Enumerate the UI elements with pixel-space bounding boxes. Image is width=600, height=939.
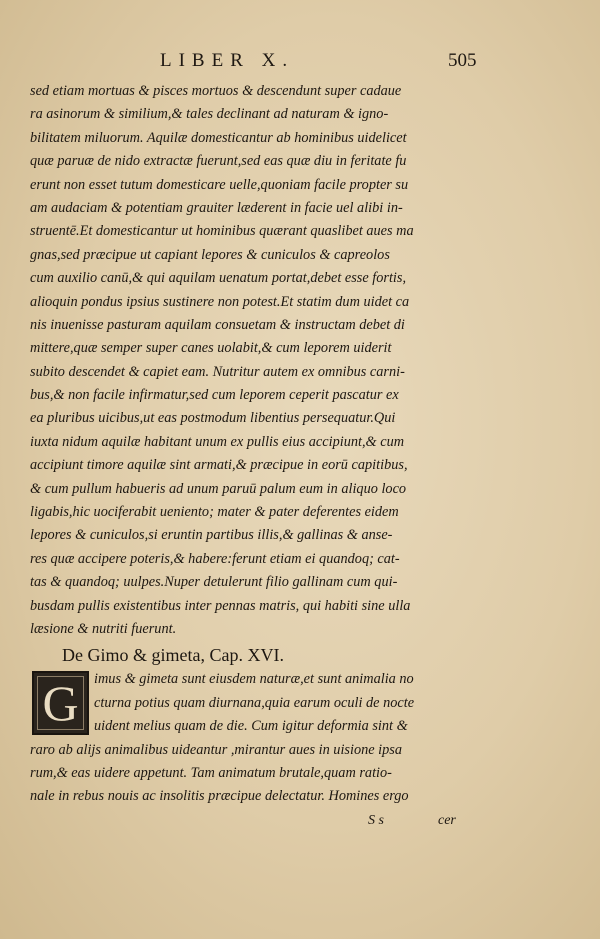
- text-line: sed etiam mortuas & pisces mortuos & descendunt super cadaue: [30, 83, 402, 99]
- text-line: res quæ accipere poteris,& habere:ferunt etiam ei quandoq; cat-: [30, 550, 400, 567]
- text-line: uident melius quam de die. Cum igitur deformia sint &: [94, 718, 408, 735]
- text-line: iuxta nidum aquilæ habitant unum ex pullis eius accipiunt,& cum: [30, 433, 405, 450]
- text-line: alioquin pondus ipsius sustinere non potest.Et statim dum uidet ca: [30, 293, 410, 310]
- text-line: subito descendet & capiet eam. Nutritur autem ex omnibus carni-: [30, 363, 405, 380]
- text-line: nis inuenisse pasturam aquilam consuetam & instructam debet di: [30, 316, 405, 333]
- text-line: bus,& non facile infirmatur,sed cum leporem ceperit pascatur ex: [30, 387, 399, 404]
- text-line: am audaciam & potentiam grauiter læderent in facie uel alibi in-: [30, 199, 403, 216]
- text-line: imus & gimeta sunt eiusdem naturæ,et sunt animalia no: [94, 671, 414, 688]
- text-line: accipiunt timore aquilæ sint armati,& præcipue in eorū capitibus,: [30, 457, 408, 474]
- page-number: 505: [448, 50, 477, 71]
- text-line: ea pluribus uicibus,ut eas postmodum libentius persequatur.Qui: [30, 410, 396, 427]
- text-line: gnas,sed præcipue ut capiant lepores & cuniculos & capreolos: [30, 246, 390, 263]
- chapter-heading: De Gimo & gimeta, Cap. XVI.: [62, 645, 284, 666]
- text-line: nale in rebus nouis ac insolitis præcipue delectatur. Homines ergo: [30, 788, 409, 805]
- text-line: læsione & nutriti fuerunt.: [30, 620, 177, 637]
- text-line: cturna potius quam diurnana,quia earum oculi de nocte: [94, 694, 415, 711]
- text-line: rum,& eas uidere appetunt. Tam animatum brutale,quam ratio-: [30, 764, 392, 781]
- text-line: quæ paruæ de nido extractæ fuerunt,sed eas quæ diu in feritate fu: [30, 153, 407, 170]
- text-line: bilitatem miluorum. Aquilæ domesticantur ab hominibus uidelicet: [30, 129, 407, 146]
- text-line: busdam pullis existentibus inter pennas matris, qui habiti sine ulla: [30, 597, 411, 614]
- page-header: [0, 50, 600, 78]
- drop-cap-initial: G: [32, 671, 89, 735]
- text-line: lepores & cuniculos,si eruntin partibus illis,& gallinas & anse-: [30, 527, 393, 544]
- running-title: LIBER X.: [160, 50, 295, 71]
- catchword: cer: [438, 812, 456, 828]
- text-line: ligabis,hic uociferabit ueniento; mater & pater deferentes eidem: [30, 504, 399, 521]
- text-line: struentē.Et domesticantur ut hominibus quærant quaslibet aues ma: [30, 223, 414, 240]
- text-line: ra asinorum & similium,& tales declinant ad naturam & igno-: [30, 106, 389, 123]
- chapter-opening: [30, 668, 460, 738]
- signature-mark: S s: [368, 812, 384, 828]
- text-line: & cum pullum habueris ad unum paruū palum eum in aliquo loco: [30, 480, 407, 497]
- body-text: [30, 80, 460, 833]
- page-footer: [30, 809, 460, 833]
- text-line: tas & quandoq; uulpes.Nuper detulerunt filio gallinam cum qui-: [30, 574, 398, 591]
- text-line: mittere,quæ semper super canes uolabit,& cum leporem uiderit: [30, 340, 392, 357]
- text-line: cum auxilio canū,& qui aquilam uenatum portat,debet esse fortis,: [30, 270, 407, 287]
- text-line: raro ab alijs animalibus uideantur ,mirantur aues in uisione ipsa: [30, 741, 403, 758]
- text-line: erunt non esset tutum domesticare uelle,quoniam facile propter su: [30, 176, 409, 193]
